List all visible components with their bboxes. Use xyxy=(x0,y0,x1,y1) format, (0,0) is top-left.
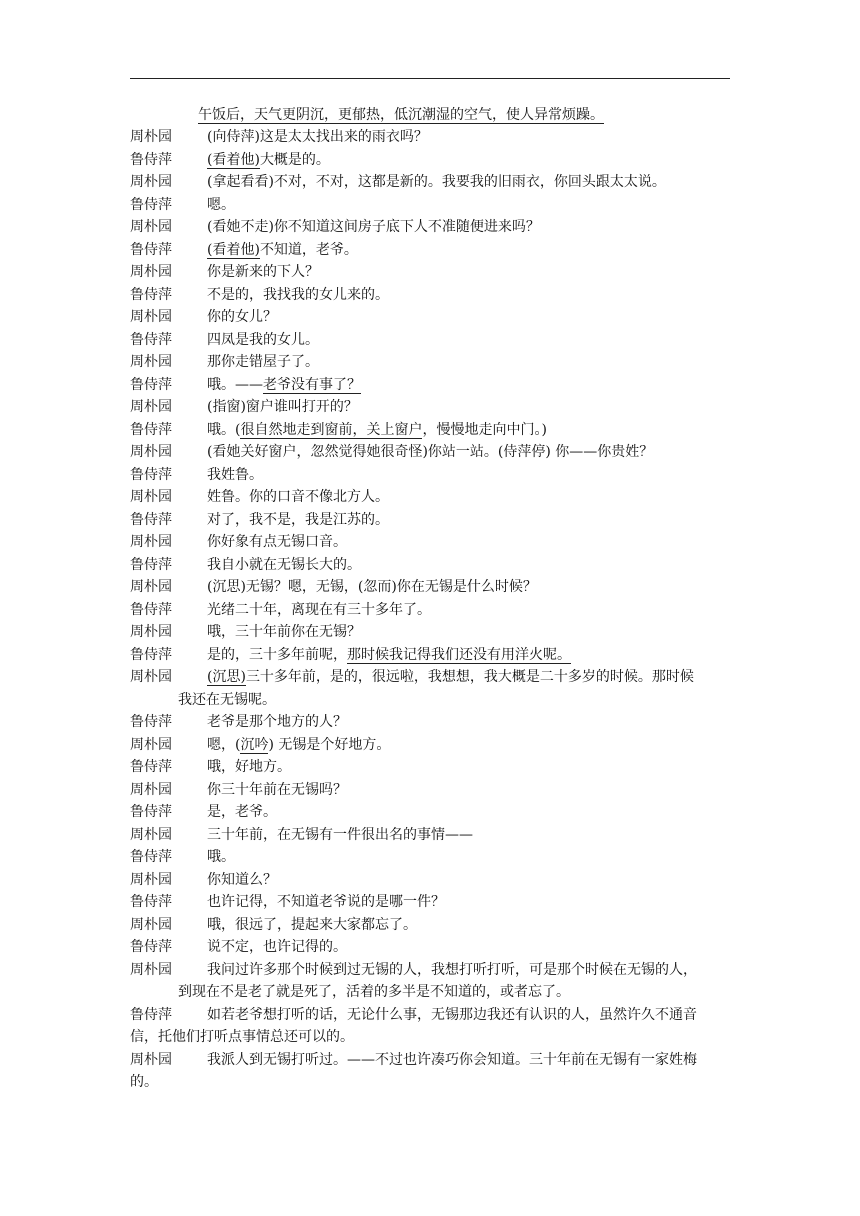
speaker: 鲁侍萍 xyxy=(130,894,172,910)
line-text: (沉思)无锡？嗯，无锡，(忽而)你在无锡是什么时候？ xyxy=(207,579,537,595)
speaker: 周朴园 xyxy=(130,579,172,595)
speaker: 鲁侍萍 xyxy=(130,421,172,438)
line-text: (看着他)大概是的。 xyxy=(207,151,330,168)
line-text: 哦，三十年前你在无锡？ xyxy=(207,624,361,640)
speaker: 鲁侍萍 xyxy=(130,376,172,393)
speaker: 鲁侍萍 xyxy=(130,331,172,348)
dialogue-line xyxy=(130,554,730,577)
speaker: 周朴园 xyxy=(130,1051,172,1068)
dialogue-line xyxy=(130,486,730,509)
dialogue-continuation xyxy=(130,1071,730,1094)
line-text: (看她关好窗户，忽然觉得她很奇怪)你站一站。(侍萍停) 你——你贵姓？ xyxy=(207,444,654,460)
speaker: 周朴园 xyxy=(130,129,172,145)
dialogue-line xyxy=(130,396,730,419)
speaker: 鲁侍萍 xyxy=(130,714,172,730)
speaker: 周朴园 xyxy=(130,219,172,235)
line-text: 是，老爷。 xyxy=(207,804,277,820)
line-text: 哦。 xyxy=(207,849,235,865)
speaker: 周朴园 xyxy=(130,354,172,370)
line-text: (看她不走)你不知道这间房子底下人不准随便进来吗？ xyxy=(207,219,540,235)
speaker: 周朴园 xyxy=(130,534,172,550)
line-text: 到现在不是老了就是死了，活着的多半是不知道的，或者忘了。 xyxy=(178,984,570,1000)
line-text: 我姓鲁。 xyxy=(207,466,263,483)
top-rule xyxy=(130,78,730,79)
line-text: 是的，三十多年前呢，那时候我记得我们还没有用洋火呢。 xyxy=(207,646,571,663)
line-text: 你的女儿？ xyxy=(207,309,277,325)
line-text: (沉思)三十多年前，是的，很远啦，我想想，我大概是二十多岁的时候。那时候 xyxy=(207,669,694,685)
line-text: 也许记得，不知道老爷说的是哪一件？ xyxy=(207,894,445,910)
line-text: 四凤是我的女儿。 xyxy=(207,331,319,348)
stage-direction-text: 午饭后，天气更阴沉，更郁热，低沉潮湿的空气，使人异常烦躁。 xyxy=(198,107,604,123)
dialogue-line xyxy=(130,329,730,352)
speaker: 周朴园 xyxy=(130,736,172,753)
speaker: 鲁侍萍 xyxy=(130,804,172,820)
speaker: 周朴园 xyxy=(130,669,172,685)
line-text: 你是新来的下人？ xyxy=(207,264,319,280)
dialogue-line xyxy=(130,239,730,262)
speaker: 鲁侍萍 xyxy=(130,511,172,528)
speaker: 周朴园 xyxy=(130,399,172,415)
dialogue-line xyxy=(130,801,730,824)
speaker: 鲁侍萍 xyxy=(130,196,172,213)
dialogue-line xyxy=(130,351,730,374)
speaker: 鲁侍萍 xyxy=(130,646,172,663)
dialogue-line xyxy=(130,194,730,217)
line-text: (向侍萍)这是太太找出来的雨衣吗？ xyxy=(207,129,428,145)
speaker: 周朴园 xyxy=(130,174,172,190)
line-text: 哦，很远了，提起来大家都忘了。 xyxy=(207,916,417,933)
dialogue-line xyxy=(130,621,730,644)
speaker: 鲁侍萍 xyxy=(130,151,172,168)
stage-direction xyxy=(198,104,604,126)
line-text: 我派人到无锡打听过。——不过也许凑巧你会知道。三十年前在无锡有一家姓梅 xyxy=(207,1051,697,1068)
speaker: 鲁侍萍 xyxy=(130,759,172,775)
speaker: 鲁侍萍 xyxy=(130,241,172,258)
dialogue xyxy=(130,126,730,1094)
dialogue-line xyxy=(130,959,730,982)
line-text: (看着他)不知道，老爷。 xyxy=(207,241,358,258)
line-text: 我自小就在无锡长大的。 xyxy=(207,556,361,573)
dialogue-continuation xyxy=(130,981,730,1004)
speaker: 鲁侍萍 xyxy=(130,466,172,483)
line-text: 不是的，我找我的女儿来的。 xyxy=(207,286,389,303)
dialogue-line xyxy=(130,261,730,284)
dialogue-line xyxy=(130,914,730,937)
dialogue-line xyxy=(130,216,730,239)
speaker: 周朴园 xyxy=(130,961,172,978)
line-text: 的。 xyxy=(130,1074,158,1090)
dialogue-line xyxy=(130,666,730,689)
dialogue-line xyxy=(130,374,730,397)
line-text: 那你走错屋子了。 xyxy=(207,354,319,370)
dialogue-line xyxy=(130,756,730,779)
line-text: 对了，我不是，我是江苏的。 xyxy=(207,511,389,528)
dialogue-line xyxy=(130,1004,730,1027)
line-text: 姓鲁。你的口音不像北方人。 xyxy=(207,489,389,505)
dialogue-line xyxy=(130,599,730,622)
dialogue-line xyxy=(130,644,730,667)
line-text: 说不定，也许记得的。 xyxy=(207,939,347,955)
dialogue-line xyxy=(130,576,730,599)
line-text: 我还在无锡呢。 xyxy=(178,691,276,708)
dialogue-line xyxy=(130,936,730,959)
line-text: 嗯，(沉吟) 无锡是个好地方。 xyxy=(207,736,391,753)
speaker: 周朴园 xyxy=(130,781,172,798)
line-text: 如若老爷想打听的话，无论什么事，无锡那边我还有认识的人，虽然许久不通音 xyxy=(207,1006,697,1023)
dialogue-line xyxy=(130,509,730,532)
line-text: 你好象有点无锡口音。 xyxy=(207,534,347,550)
line-text: 信，托他们打听点事情总还可以的。 xyxy=(130,1029,354,1045)
dialogue-line xyxy=(130,711,730,734)
speaker: 鲁侍萍 xyxy=(130,286,172,303)
line-text: (拿起看看)不对，不对，这都是新的。我要我的旧雨衣，你回头跟太太说。 xyxy=(207,174,666,190)
dialogue-line xyxy=(130,171,730,194)
dialogue-line xyxy=(130,779,730,802)
line-text: 哦。(很自然地走到窗前，关上窗户，慢慢地走向中门。) xyxy=(207,421,547,438)
dialogue-line xyxy=(130,441,730,464)
dialogue-line xyxy=(130,824,730,847)
dialogue-line xyxy=(130,1049,730,1072)
speaker: 鲁侍萍 xyxy=(130,1006,172,1023)
dialogue-line xyxy=(130,419,730,442)
line-text: 哦，好地方。 xyxy=(207,759,291,775)
speaker: 周朴园 xyxy=(130,309,172,325)
speaker: 周朴园 xyxy=(130,826,172,843)
speaker: 周朴园 xyxy=(130,444,172,460)
line-text: 你三十年前在无锡吗？ xyxy=(207,781,347,798)
line-text: (指窗)窗户谁叫打开的？ xyxy=(207,399,358,415)
speaker: 周朴园 xyxy=(130,916,172,933)
dialogue-line xyxy=(130,149,730,172)
dialogue-continuation xyxy=(130,1026,730,1049)
dialogue-line xyxy=(130,891,730,914)
speaker: 鲁侍萍 xyxy=(130,556,172,573)
speaker: 鲁侍萍 xyxy=(130,849,172,865)
line-text: 哦。——老爷没有事了？ xyxy=(207,376,361,393)
dialogue-line xyxy=(130,284,730,307)
speaker: 周朴园 xyxy=(130,624,172,640)
line-text: 光绪二十年，离现在有三十多年了。 xyxy=(207,601,431,618)
speaker: 鲁侍萍 xyxy=(130,601,172,618)
dialogue-line xyxy=(130,869,730,892)
line-text: 老爷是那个地方的人？ xyxy=(207,714,347,730)
dialogue-continuation xyxy=(130,689,730,712)
dialogue-line xyxy=(130,531,730,554)
line-text: 我问过许多那个时候到过无锡的人，我想打听打听，可是那个时候在无锡的人， xyxy=(207,961,697,978)
speaker: 周朴园 xyxy=(130,871,172,888)
dialogue-line xyxy=(130,734,730,757)
dialogue-line xyxy=(130,126,730,149)
speaker: 鲁侍萍 xyxy=(130,939,172,955)
line-text: 嗯。 xyxy=(207,196,235,213)
speaker: 周朴园 xyxy=(130,264,172,280)
line-text: 你知道么？ xyxy=(207,871,277,888)
line-text: 三十年前，在无锡有一件很出名的事情—— xyxy=(207,826,473,843)
dialogue-line xyxy=(130,464,730,487)
speaker: 周朴园 xyxy=(130,489,172,505)
dialogue-line xyxy=(130,846,730,869)
dialogue-line xyxy=(130,306,730,329)
